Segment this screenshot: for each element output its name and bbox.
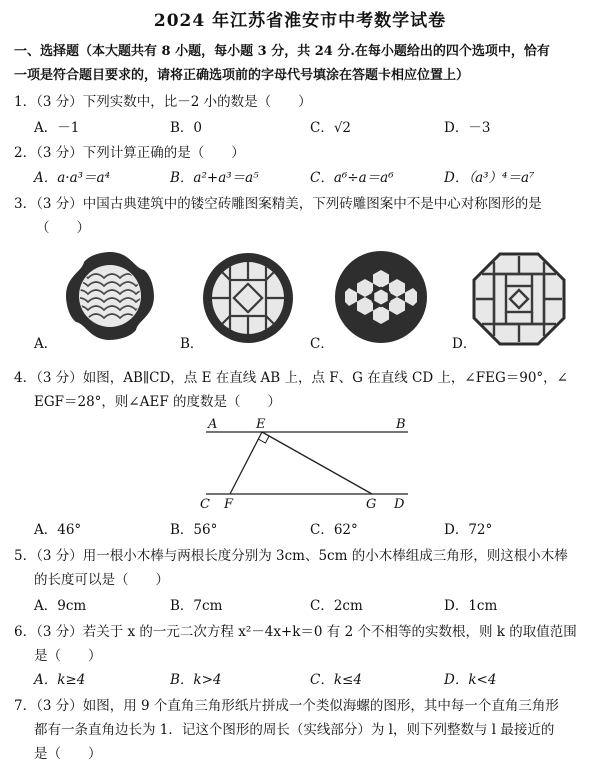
q5-option-c: C．2cm — [310, 598, 363, 614]
lattice-hexagon-figure — [334, 250, 428, 344]
q5-option-b: B．7cm — [170, 598, 223, 614]
q3-option-d: D． — [452, 336, 477, 352]
q2-stem: 2．（3 分）下列计算正确的是（ ） — [14, 145, 245, 161]
q3-stem-line1: 3．（3 分）中国古典建筑中的镂空砖雕图案精美，下列砖雕图案中不是中心对称图形的是 — [14, 196, 542, 212]
q4-stem-line2: EGF＝28°，则∠AEF 的度数是（ ） — [34, 394, 282, 410]
q4-option-b: B．56° — [170, 522, 218, 538]
q7-stem-line2: 都有一条直角边长为 1．记这个图形的周长（实线部分）为 l，则下列整数与 l 最接近的 — [34, 722, 555, 738]
q1-option-a: A．－1 — [34, 120, 80, 136]
q5-stem-line2: 的长度可以是（ ） — [34, 572, 169, 588]
q1-stem: 1．（3 分）下列实数中，比－2 小的数是（ ） — [14, 94, 312, 110]
q4-option-c: C．62° — [310, 522, 358, 538]
point-label-b: B — [396, 417, 406, 432]
q6-stem-line1: 6．（3 分）若关于 x 的一元二次方程 x²－4x+k＝0 有 2 个不相等的实数根，则 k 的取值范围 — [14, 624, 577, 640]
q2-option-b: B．a²+a³＝a⁵ — [170, 170, 259, 186]
q5-option-d: D．1cm — [444, 598, 498, 614]
section-heading-line1: 一、选择题（本大题共有 8 小题，每小题 3 分，共 24 分.在每小题给出的四个选项中，恰有 — [14, 44, 550, 59]
point-label-a: A — [208, 417, 218, 432]
q7-stem-line1: 7．（3 分）如图，用 9 个直角三角形纸片拼成一个类似海螺的图形，其中每一个直角三角形 — [14, 698, 559, 714]
point-label-f: F — [224, 497, 234, 512]
q3-stem-line2: （ ） — [36, 220, 90, 236]
q6-option-b: B．k>4 — [170, 672, 222, 688]
lattice-octagon-figure — [472, 252, 566, 346]
q3-option-c: C． — [310, 336, 334, 352]
parallel-lines-triangle-figure — [196, 414, 416, 512]
q4-option-d: D．72° — [444, 522, 493, 538]
q5-option-a: A．9cm — [34, 598, 87, 614]
q1-option-b: B．0 — [170, 120, 203, 136]
section-heading-line2: 一项是符合题目要求的，请将正确选项前的字母代号填涂在答题卡相应位置上） — [14, 68, 470, 83]
point-label-d: D — [394, 497, 405, 512]
q2-option-a: A．a·a³＝a⁴ — [34, 170, 111, 186]
q6-option-c: C．k≤4 — [310, 672, 362, 688]
q5-stem-line1: 5．（3 分）用一根小木棒与两根长度分别为 3cm、5cm 的小木棒组成三角形，则这根小木棒 — [14, 548, 568, 564]
q3-option-b: B． — [180, 336, 204, 352]
q4-stem-line1: 4．（3 分）如图，AB∥CD，点 E 在直线 AB 上，点 F、G 在直线 CD 上，∠FEG＝90°，∠ — [14, 370, 568, 386]
q4-option-a: A．46° — [34, 522, 82, 538]
q2-option-d: D．（a³）⁴＝a⁷ — [444, 170, 535, 186]
q7-stem-line3: 是（ ） — [34, 746, 102, 762]
q3-option-a: A． — [34, 336, 58, 352]
lattice-square-figure — [202, 252, 294, 344]
point-label-e: E — [256, 417, 266, 432]
q6-option-a: A．k≥4 — [34, 672, 86, 688]
page-title: 2024 年江苏省淮安市中考数学试卷 — [153, 11, 447, 31]
q6-stem-line2: 是（ ） — [34, 648, 102, 664]
point-label-c: C — [200, 497, 210, 512]
q1-option-c: C．√2 — [310, 120, 352, 136]
q1-option-d: D．－3 — [444, 120, 491, 136]
q2-option-c: C．a⁶÷a＝a⁶ — [310, 170, 394, 186]
point-label-g: G — [366, 497, 377, 512]
q6-option-d: D．k<4 — [444, 672, 497, 688]
lattice-scallop-figure — [62, 248, 158, 344]
